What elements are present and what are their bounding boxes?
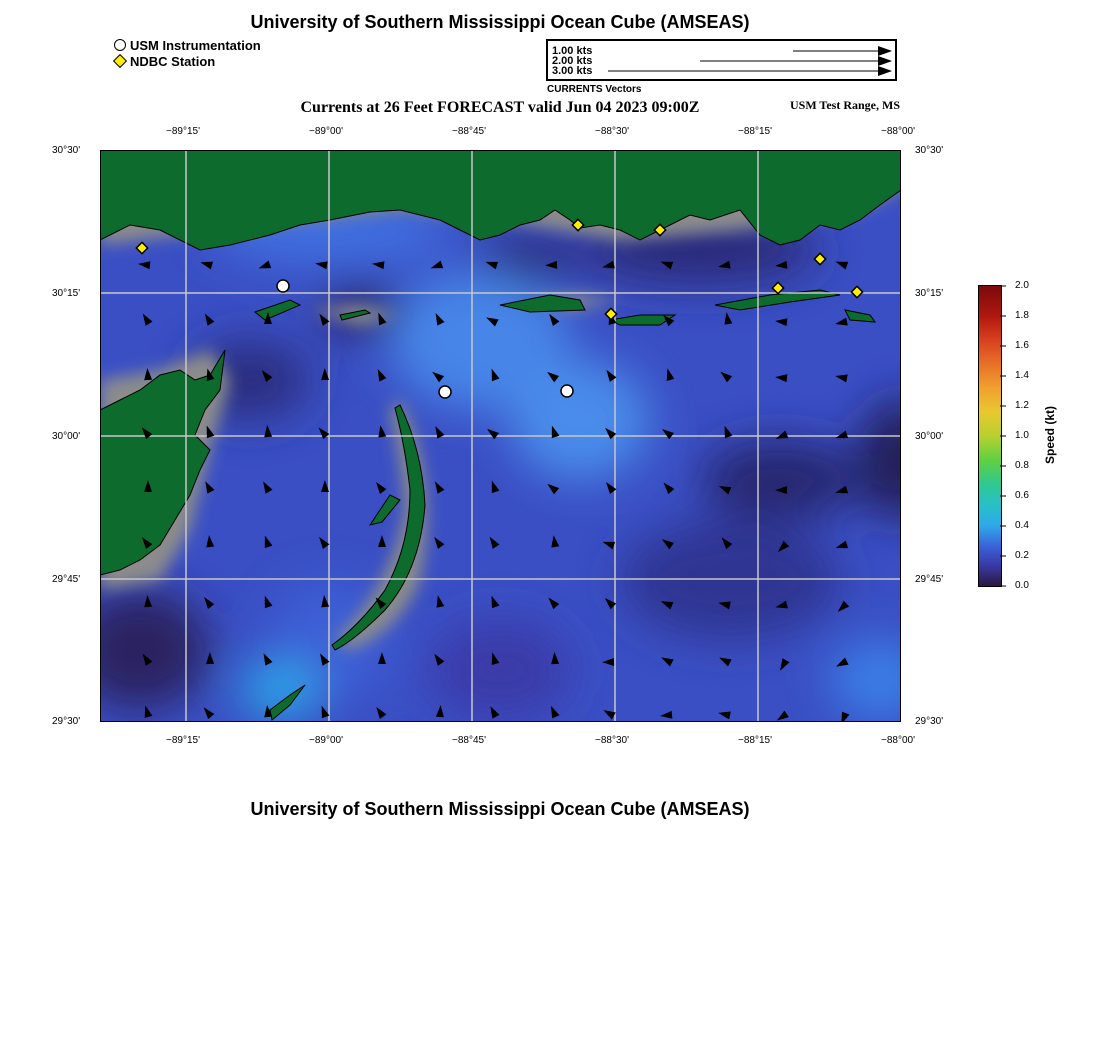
x-tick-top: −88°30' xyxy=(595,126,629,137)
colorbar-label: 0.8 xyxy=(1015,460,1029,471)
current-map xyxy=(100,150,901,722)
colorbar-label: 1.8 xyxy=(1015,310,1029,321)
usm-circle-icon xyxy=(114,39,126,51)
colorbar-label: 1.0 xyxy=(1015,430,1029,441)
x-tick-bottom: −88°30' xyxy=(595,735,629,746)
scale-label-2: 2.00 kts xyxy=(552,55,593,67)
y-tick-left: 29°45' xyxy=(52,574,81,585)
colorbar-title: Speed (kt) xyxy=(1043,406,1057,465)
x-tick-bottom: −89°00' xyxy=(309,735,343,746)
y-tick-right: 29°45' xyxy=(915,574,944,585)
vector-scale xyxy=(546,39,897,81)
x-tick-top: −88°00' xyxy=(881,126,915,137)
legend-ndbc-label: NDBC Station xyxy=(130,54,216,69)
colorbar-label: 0.4 xyxy=(1015,520,1029,531)
colorbar-label: 1.2 xyxy=(1015,400,1029,411)
legend-usm-label: USM Instrumentation xyxy=(130,38,261,53)
y-tick-left: 30°00' xyxy=(52,431,81,442)
colorbar-ticks xyxy=(1000,285,1008,587)
x-tick-top: −89°00' xyxy=(309,126,343,137)
y-tick-right: 29°30' xyxy=(915,716,944,727)
usm-station-marker xyxy=(561,385,573,397)
map-title: Currents at 26 Feet FORECAST valid Jun 04 2023 09:00Z xyxy=(300,99,700,116)
top-title: University of Southern Mississippi Ocean Cube (AMSEAS) xyxy=(250,12,750,32)
scale-label-3: 3.00 kts xyxy=(552,65,593,77)
y-tick-left: 30°30' xyxy=(52,145,81,156)
x-tick-bottom: −89°15' xyxy=(166,735,200,746)
x-tick-top: −89°15' xyxy=(166,126,200,137)
x-tick-top: −88°15' xyxy=(738,126,772,137)
y-tick-right: 30°00' xyxy=(915,431,944,442)
y-tick-right: 30°15' xyxy=(915,288,944,299)
colorbar-label: 0.6 xyxy=(1015,490,1029,501)
x-tick-top: −88°45' xyxy=(452,126,486,137)
colorbar-label: 2.0 xyxy=(1015,280,1029,291)
y-tick-left: 30°15' xyxy=(52,288,81,299)
ndbc-diamond-icon xyxy=(113,54,127,68)
usm-station-marker xyxy=(277,280,289,292)
bottom-title: University of Southern Mississippi Ocean Cube (AMSEAS) xyxy=(250,799,750,819)
scale-arrows xyxy=(548,41,895,79)
y-tick-right: 30°30' xyxy=(915,145,944,156)
colorbar-label: 1.6 xyxy=(1015,340,1029,351)
colorbar-label: 1.4 xyxy=(1015,370,1029,381)
speed-colorbar xyxy=(978,285,1002,587)
colorbar-label: 0.0 xyxy=(1015,580,1029,591)
scale-caption: CURRENTS Vectors xyxy=(547,84,642,95)
x-tick-bottom: −88°00' xyxy=(881,735,915,746)
y-tick-left: 29°30' xyxy=(52,716,81,727)
scale-label-1: 1.00 kts xyxy=(552,45,593,57)
usm-station-marker xyxy=(439,386,451,398)
colorbar-label: 0.2 xyxy=(1015,550,1029,561)
x-tick-bottom: −88°45' xyxy=(452,735,486,746)
region-label: USM Test Range, MS xyxy=(789,98,900,112)
x-tick-bottom: −88°15' xyxy=(738,735,772,746)
